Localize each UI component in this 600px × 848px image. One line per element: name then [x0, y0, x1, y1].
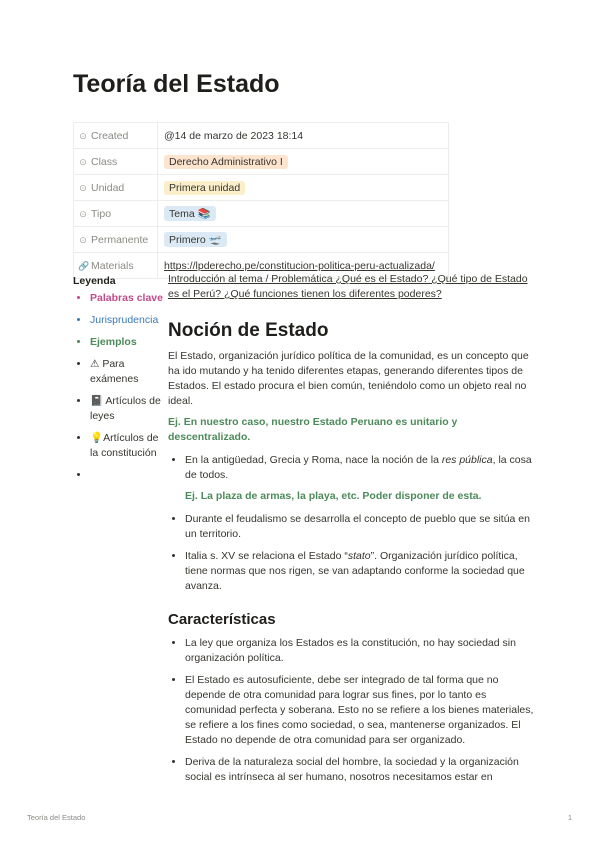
list-item: • El Estado es autosuficiente, debe ser integrado de tal forma que no depende de otra comunidad para lograr sus fines, por lo tanto es comunidad perfecta y soberana. Esto no se refiere a los bienes materiales, se refiere a los fines como sociedad, o sea, mantenerse organizados. El Estado no depende de otra comunidad para ser organizado. — [185, 673, 534, 748]
main-content — [168, 272, 534, 792]
property-key: Unidad — [91, 181, 125, 194]
select-icon: ⊙ — [79, 182, 87, 193]
property-row-permanente — [74, 227, 449, 253]
property-key: Tipo — [91, 207, 112, 220]
page-title: Teoría del Estado — [73, 70, 280, 98]
page-number: 1 — [567, 813, 572, 822]
property-key: Permanente — [91, 233, 149, 246]
list-item: • En la antigüedad, Grecia y Roma, nace la noción de la res pública, la cosa de todos. Ej. La plaza de armas, la playa, etc. Poder disponer de esta. — [185, 453, 534, 504]
class-tag[interactable]: Derecho Administrativo I — [164, 155, 288, 169]
link-icon: 🔗 — [78, 260, 90, 271]
property-key: Created — [91, 129, 129, 142]
list-item: • Deriva de la naturaleza social del hombre, la sociedad y la organización social es intrínseca al ser humano, nosotros necesitamos estar en — [185, 755, 534, 785]
property-key: Materials — [91, 259, 134, 272]
nocion-paragraph: El Estado, organización jurídico política de la comunidad, es un concepto que ha ido mutando y ha tenido diferentes etapas, generando diferentes tipos de Estados. El estado procura el bien común, teniéndolo como un objeto real no ideal. — [168, 350, 529, 407]
legend-title: Leyenda — [73, 275, 116, 287]
legend-item-jurisprudencia: • Jurisprudencia — [90, 313, 165, 328]
property-key: Class — [91, 155, 118, 168]
legend-sidebar — [73, 275, 165, 490]
section-heading-caracteristicas: Características — [168, 611, 276, 628]
permanente-tag[interactable]: Primero 🛫 — [164, 232, 227, 247]
select-icon: ⊙ — [79, 234, 87, 245]
property-row-created — [74, 123, 449, 149]
caracteristicas-bullets — [168, 636, 534, 785]
footer-title: Teoría del Estado — [27, 813, 86, 822]
properties-table — [73, 122, 449, 279]
section-heading-nocion: Noción de Estado — [168, 320, 329, 341]
list-item: • Durante el feudalismo se desarrolla el concepto de pueblo que se sitúa en un territorio. — [185, 512, 534, 542]
intro-link[interactable]: Introducción al tema / Problemática ¿Qué es el Estado? ¿Qué tipo de Estado es el Perú? ¿Qué funciones tienen los diferentes poderes? — [168, 273, 528, 300]
example-text: Ej. En nuestro caso, nuestro Estado Peruano es unitario y descentralizado. — [168, 416, 458, 443]
unidad-tag[interactable]: Primera unidad — [164, 181, 245, 195]
legend-item-palabras-clave: • Palabras clave — [90, 291, 165, 306]
tipo-tag[interactable]: Tema 📚 — [164, 206, 216, 221]
legend-item-ejemplos: • Ejemplos — [90, 335, 165, 350]
materials-link[interactable]: https://lpderecho.pe/constitucion-politica-peru-actualizada/ — [164, 259, 435, 272]
select-icon: ⊙ — [79, 156, 87, 167]
legend-item-articulos-constitucion: • 💡Artículos de la constitución — [90, 431, 165, 461]
nocion-bullets — [168, 453, 534, 594]
clock-icon: ⊙ — [79, 130, 87, 141]
property-row-class — [74, 149, 449, 175]
example-text: Ej. La plaza de armas, la playa, etc. Poder disponer de esta. — [185, 490, 482, 502]
property-value-created[interactable]: @14 de marzo de 2023 18:14 — [158, 123, 449, 149]
list-item: • La ley que organiza los Estados es la constitución, no hay sociedad sin organización política. — [185, 636, 534, 666]
legend-item-examenes: • ⚠ Para exámenes — [90, 357, 165, 387]
legend-item-articulos-leyes: • 📓 Artículos de leyes — [90, 394, 165, 424]
property-row-tipo — [74, 201, 449, 227]
legend-list — [73, 291, 165, 483]
property-row-unidad — [74, 175, 449, 201]
list-item: • Italia s. XV se relaciona el Estado “stato”. Organización jurídico política, tiene normas que nos rigen, se van adaptando conforme la sociedad que avanza. — [185, 549, 534, 594]
legend-item-empty — [90, 468, 165, 483]
select-icon: ⊙ — [79, 208, 87, 219]
